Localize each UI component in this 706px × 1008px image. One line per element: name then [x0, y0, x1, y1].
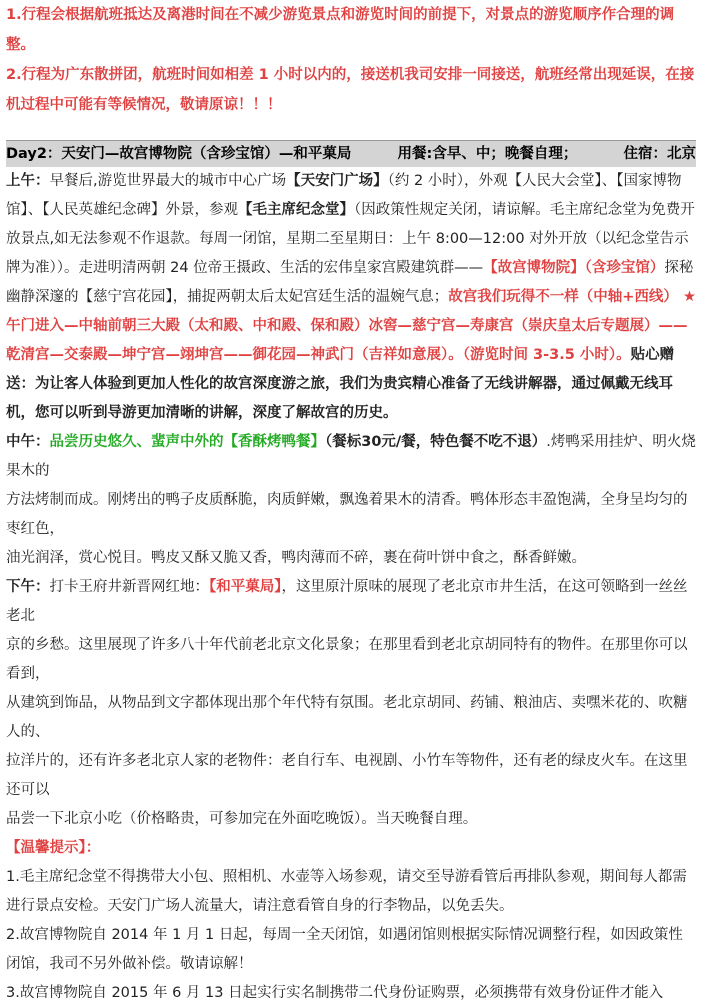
afternoon-text-1: 打卡王府井新晋网红地：	[49, 579, 209, 595]
itinerary-document	[6, 0, 696, 1008]
meal-standard: （餐标30元/餐，特色餐不吃不退）	[325, 434, 547, 450]
afternoon-line-3: 从建筑到饰品，从物品到文字都体现出那个年代特有氛围。老北京胡同、药铺、粮油店、卖嘿米花的、吹糖人的、	[6, 695, 688, 740]
palace-route: 故宫我们玩得不一样（中轴+西线） ★午门进入—中轴前朝三大殿（太和殿、中和殿、保和殿）冰窖—慈宁宫—寿康宫（崇庆皇太后专题展）——乾清宫—交泰殿—坤宁宫—翊坤宫——御花园—神武门（吉祥如意展）。（游览时间 3-3.5 小时）。	[6, 289, 696, 363]
free-gift-note: 贴心赠送：为让客人体验到更加人性化的故宫深度游之旅，我们为贵宾精心准备了无线讲解器，通过佩戴无线耳机，您可以听到导游更加清晰的讲解，深度了解故宫的历史。	[6, 347, 675, 421]
afternoon-line-1	[6, 573, 696, 631]
day-lodging: 住宿：北京	[623, 146, 696, 162]
morning-paragraph	[6, 167, 696, 428]
afternoon-line-5: 品尝一下北京小吃（价格略贵，可参加完在外面吃晚饭）。当天晚餐自理。	[6, 811, 478, 827]
tip-2: 2.故宫博物院自 2014 年 1 月 1 日起，每周一全天闭馆，如遇闭馆则根据实际情况调整行程，如因政策性闭馆，我司不另外做补偿。敬请谅解！	[6, 927, 683, 972]
noon-label: 中午：	[6, 434, 50, 450]
morning-text-3: （因政策性规定关闭，请谅解。毛主席纪念堂为免费开放景点,如无法参观不作退款。每周一闭馆，星期二至星期日：上午 8:00—12:00 对外开放（以纪念堂告示牌为准））。走进明清两朝 24 位帝王摄政、生活的宏伟皇家宫殿建筑群——	[6, 202, 695, 276]
morning-label: 上午：	[6, 173, 50, 189]
day-header-bar	[6, 140, 696, 167]
noon-line-2: 方法烤制而成。刚烤出的鸭子皮质酥脆，肉质鲜嫩，飘逸着果木的清香。鸭体形态丰盈饱满，全身呈均匀的枣红色，	[6, 492, 688, 537]
afternoon-text-2: ，这里原汁原味的展现了老北京市井生活，在这可领略到一丝丝老北	[6, 579, 688, 624]
tip-1: 1.毛主席纪念堂不得携带大小包、照相机、水壶等入场参观，请交至导游看管后再排队参观，期间每人都需进行景点安检。天安门广场人流量大，请注意看管自身的行李物品，以免丢失。	[6, 869, 687, 914]
afternoon-label: 下午：	[6, 579, 50, 595]
afternoon-line-2: 京的乡愁。这里展现了许多八十年代前老北京文化景象；在那里看到老北京胡同特有的物件。在那里你可以看到，	[6, 637, 688, 682]
tip-3: 3.故宫博物院自 2015 年 6 月 13 日起实行实名制携带二代身份证购票，必须携带有效身份证件才能入	[6, 985, 664, 1001]
noon-line-1	[6, 428, 696, 486]
heping-guoju: 【和平菓局】	[209, 579, 282, 595]
noon-text-1: .烤鸭采用挂炉、明火烧果木的	[6, 434, 696, 479]
noon-line-3: 油光润泽，赏心悦目。鸭皮又酥又脆又香，鸭肉薄而不碎，裹在荷叶饼中食之，酥香鲜嫩。	[6, 550, 586, 566]
note-flight: 2.行程为广东散拼团，航班时间如相差 1 小时以内的，接送机我司安排一同接送，航班经常出现延误，在接机过程中可能有等候情况，敬请原谅！！！	[6, 67, 695, 113]
tips-label: 【温馨提示】：	[6, 840, 101, 856]
day-meals: 用餐:含早、中；晚餐自理；	[397, 146, 578, 162]
afternoon-line-4: 拉洋片的，还有许多老北京人家的老物件：老自行车、电视剧、小竹车等物件，还有老的绿皮火车。在这里还可以	[6, 753, 688, 798]
note-adjustment: 1.行程会根据航班抵达及离港时间在不减少游览景点和游览时间的前提下，对景点的游览顺序作合理的调整。	[6, 7, 675, 53]
morning-text-4: 探秘幽静深邃的【慈宁宫花园】，捕捉两朝太后太妃宫廷生活的温婉气息；	[6, 260, 694, 305]
tiananmen-square: 【天安门广场】	[286, 173, 388, 189]
morning-text-1: 早餐后,游览世界最大的城市中心广场	[49, 173, 287, 189]
palace-museum: 【故宫博物院】（含珍宝馆）	[483, 260, 665, 276]
morning-text-2: （约 2 小时），外观【人民大会堂】、【国家博物馆】、【人民英雄纪念碑】外景，参观	[6, 173, 682, 218]
mao-mausoleum: 【毛主席纪念堂】	[238, 202, 354, 218]
roast-duck-meal: 品尝历史悠久、蜚声中外的【香酥烤鸭餐】	[49, 434, 325, 450]
day-title: Day2：天安门—故宫博物院（含珍宝馆）—和平菓局	[6, 146, 352, 162]
